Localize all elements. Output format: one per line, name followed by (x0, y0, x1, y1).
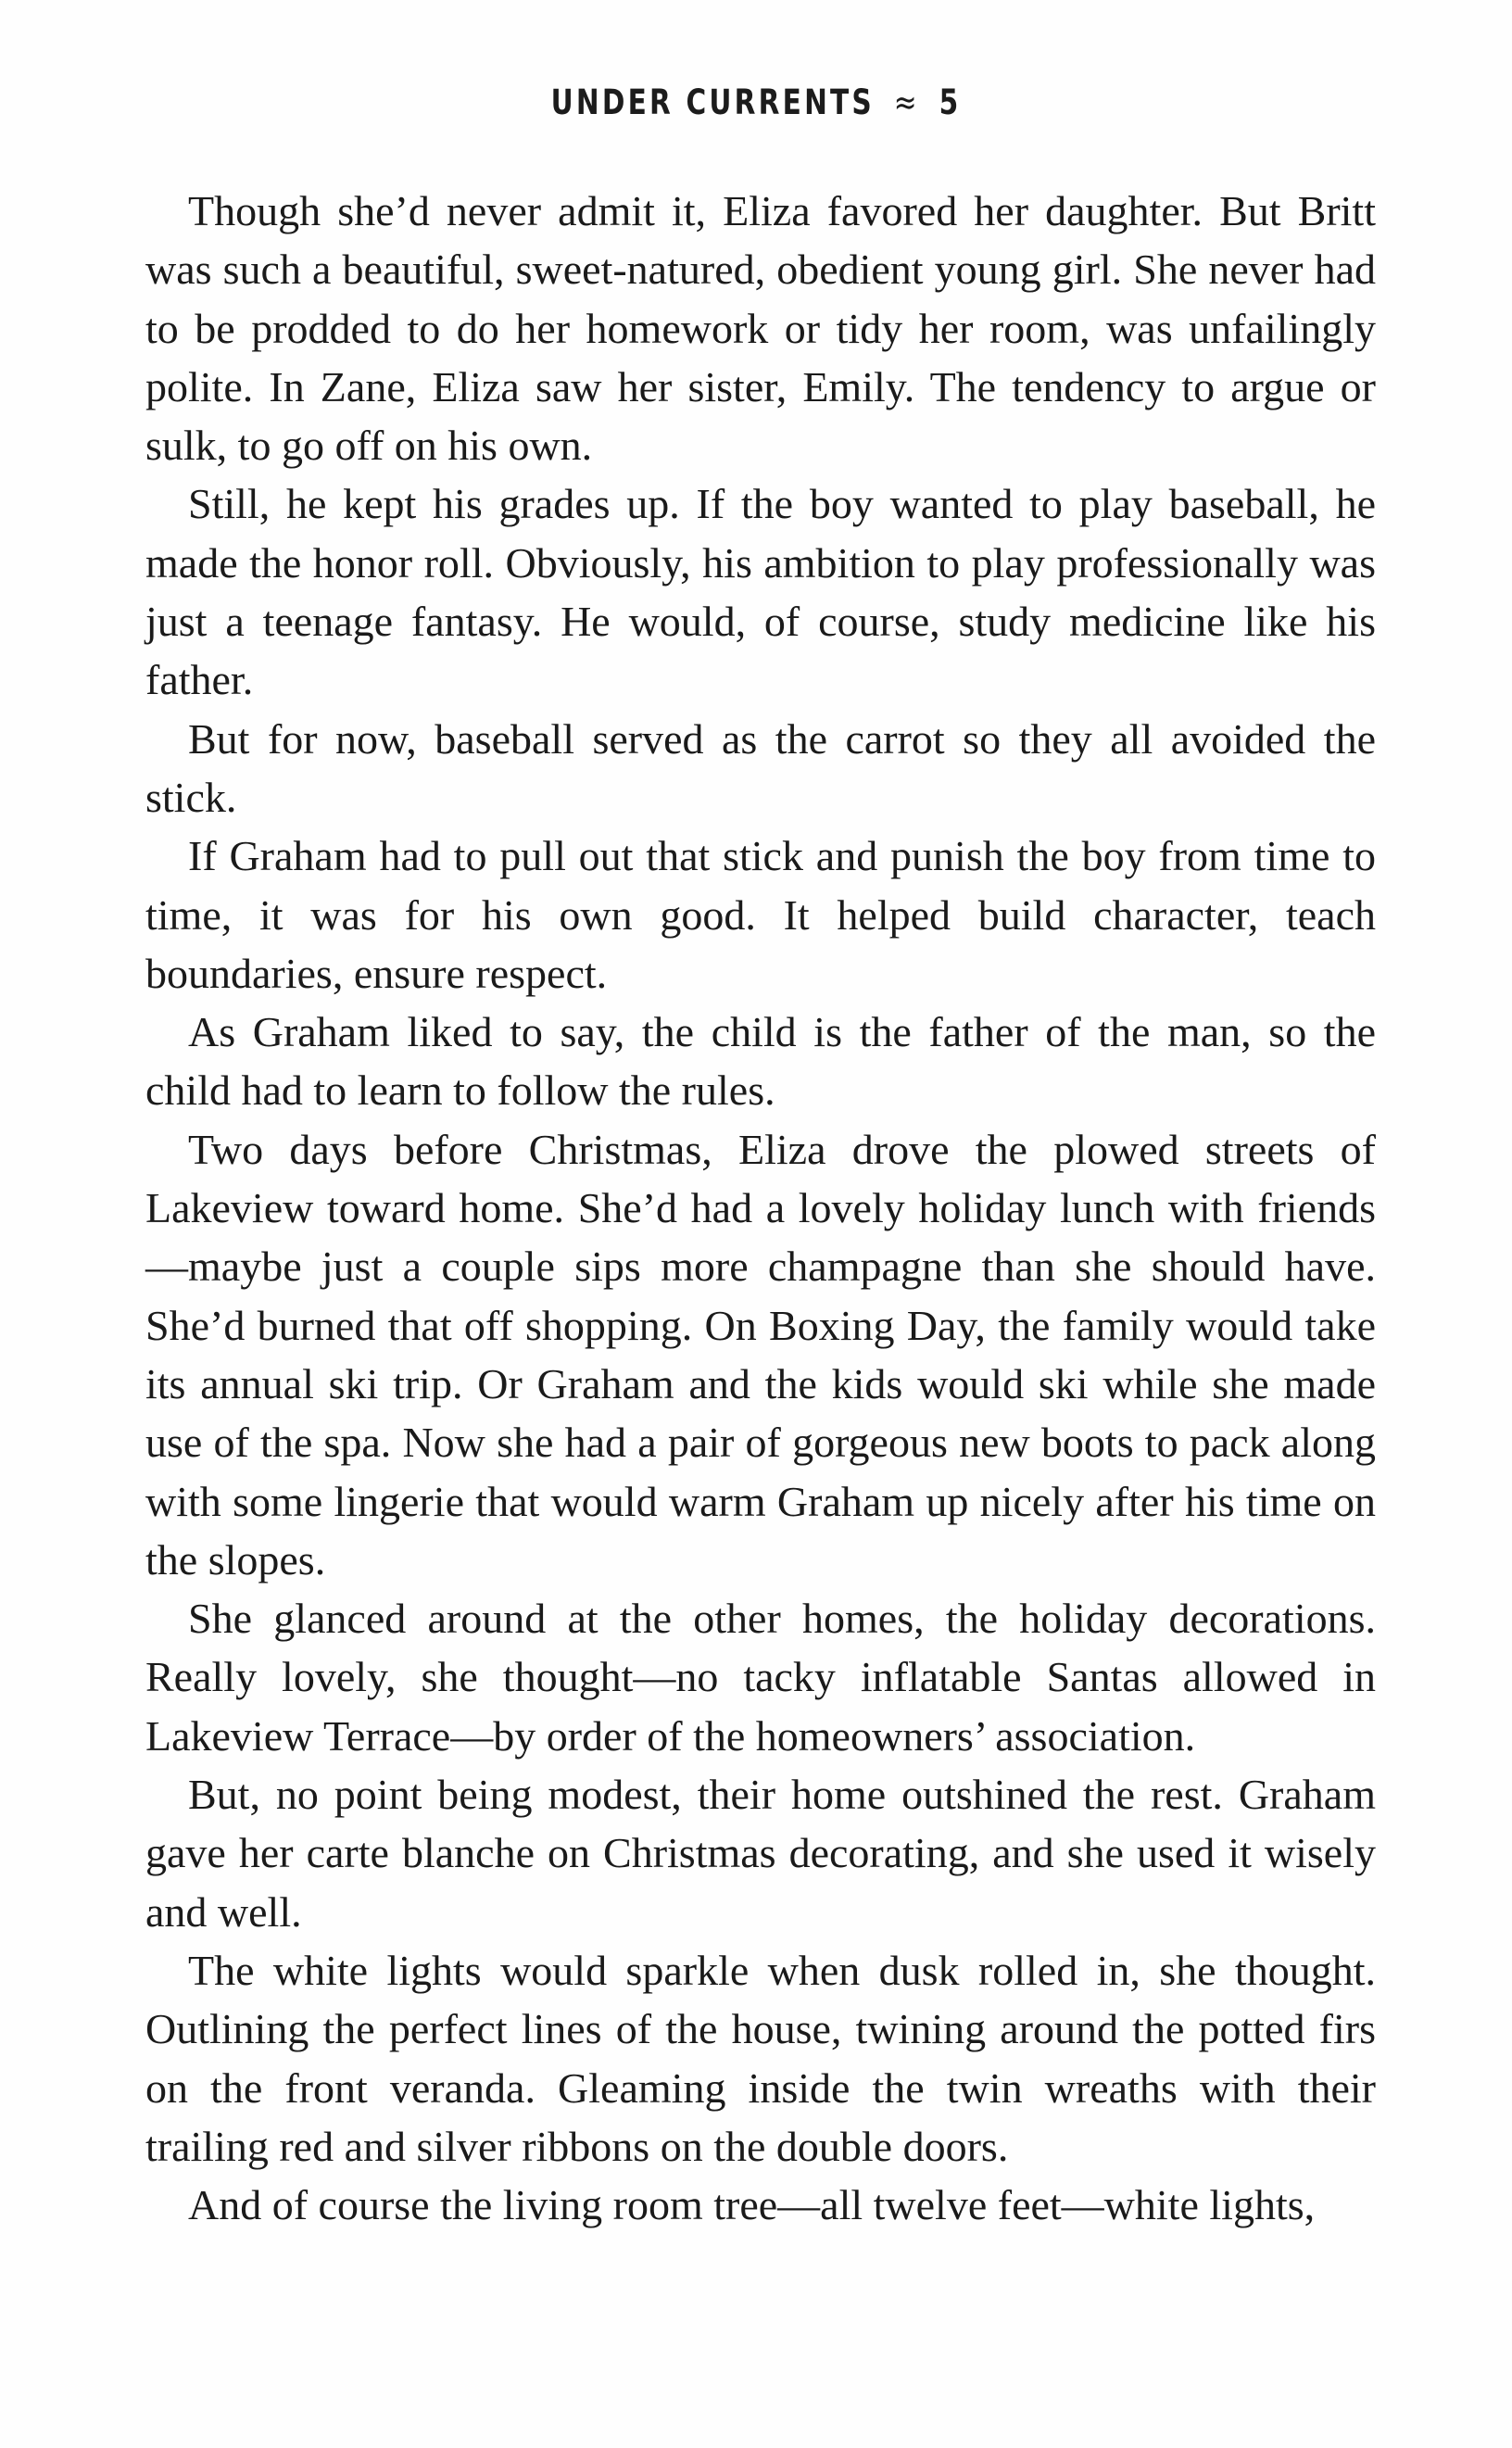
paragraph: But for now, baseball served as the carrot so they all avoided the stick. (145, 714, 1376, 821)
paragraph: And of course the living room tree—all twelve feet—white lights, (188, 2181, 1316, 2229)
book-title: UNDER CURRENTS (550, 82, 875, 122)
paragraph: As Graham liked to say, the child is the father of the man, so the child had to learn to follow the rules. (145, 1008, 1376, 1115)
paragraph: Though she’d never admit it, Eliza favored her daughter. But Britt was such a beautiful, sweet-natured, obedient young girl. She never had to be prodded to do her homework or tidy her room, was unfailingly polite. In Zane, Eliza saw her sister, Emily. The tendency to argue or sulk, to go off on his own. (145, 187, 1376, 470)
running-head (151, 82, 1361, 124)
separator-glyph: ≈ (893, 82, 920, 122)
page-number: 5 (939, 82, 962, 122)
paragraph: Two days before Christmas, Eliza drove the plowed streets of Lakeview toward home. She’d had a lovely holiday lunch with friends—maybe just a couple sips more champagne than she should have. She’d burned that off shopping. On Boxing Day, the family would take its annual ski trip. Or Graham and the kids would ski while she made use of the spa. Now she had a pair of gorgeous new boots to pack along with some lingerie that would warm Graham up nicely after his time on the slopes. (145, 1125, 1376, 1584)
paragraph: But, no point being modest, their home outshined the rest. Graham gave her carte blanche on Christmas decorating, and she used it wisely and well. (145, 1771, 1376, 1936)
paragraph: The white lights would sparkle when dusk rolled in, she thought. Outlining the perfect lines of the house, twining around the potted firs on the front veranda. Gleaming inside the twin wreaths with their trailing red and silver ribbons on the double doors. (145, 1946, 1376, 2170)
paragraph: Still, he kept his grades up. If the boy wanted to play baseball, he made the honor roll. Obviously, his ambition to play professionally was just a teenage fantasy. He would, of course, study medicine like his father. (145, 480, 1376, 704)
paragraph: She glanced around at the other homes, the holiday decorations. Really lovely, she thought—no tacky inflatable Santas allowed in Lakeview Terrace—by order of the homeowners’ association. (145, 1595, 1376, 1760)
paragraph: If Graham had to pull out that stick and punish the boy from time to time, it was for his own good. It helped build character, teach boundaries, ensure respect. (145, 832, 1376, 997)
body-text (145, 182, 1376, 2234)
